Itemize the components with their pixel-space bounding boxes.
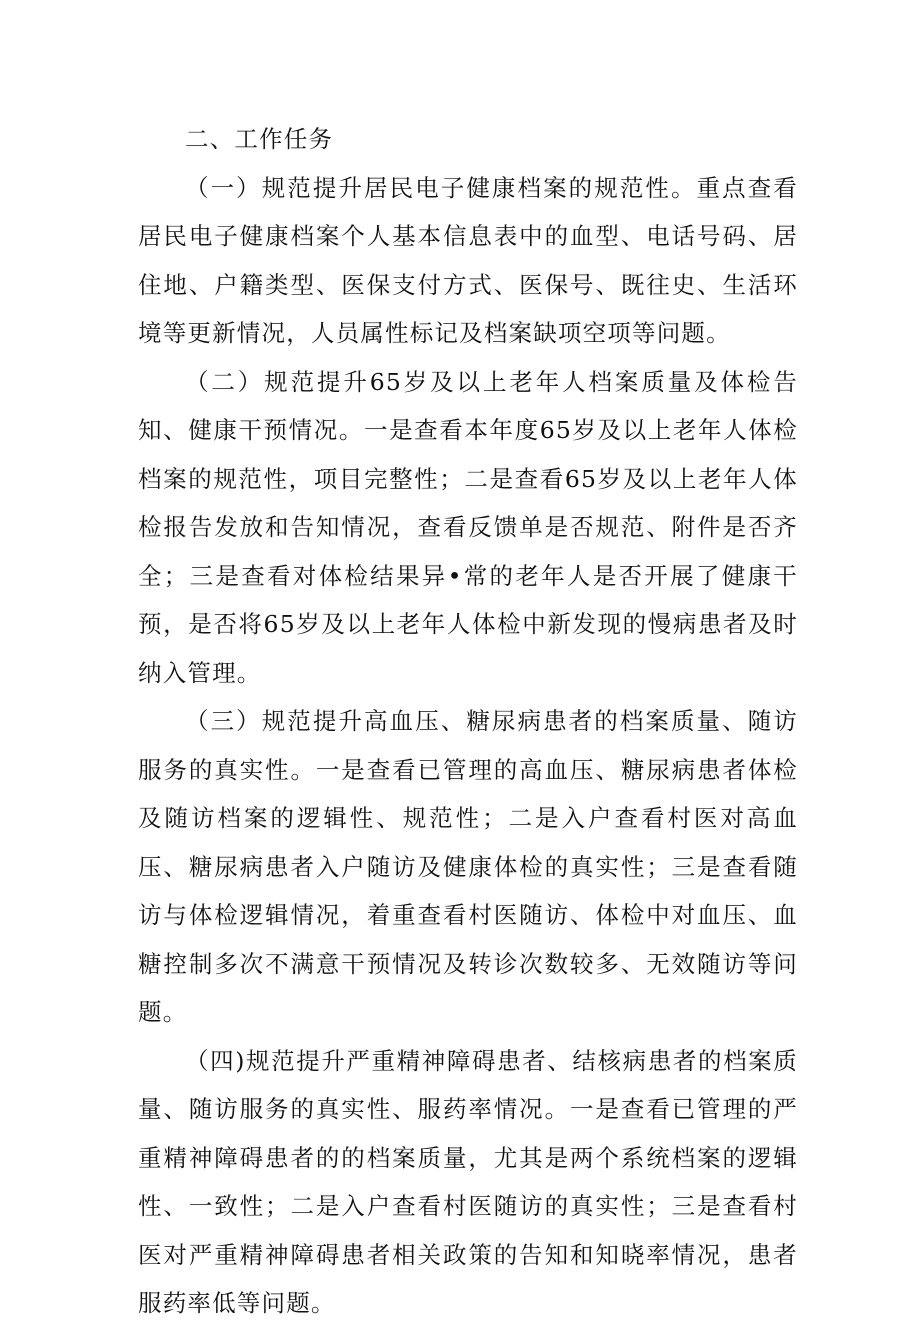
paragraph-4: （四)规范提升严重精神障碍患者、结核病患者的档案质量、随访服务的真实性、服药率情况。一是查看已管理的严重精神障碍患者的的档案质量，尤其是两个系统档案的逻辑性、一致性；二是入户查看村医随访的真实性；三是查看村医对严重精神障碍患者相关政策的告知和知晓率情况，患者服药率低等问题。 xyxy=(138,1046,798,1317)
paragraph-3: （三）规范提升高血压、糖尿病患者的档案质量、随访服务的真实性。一是查看已管理的高血压、糖尿病患者体检及随访档案的逻辑性、规范性；二是入户查看村医对高血压、糖尿病患者入户随访及健康体检的真实性；三是查看随访与体检逻辑情况，着重查看村医随访、体检中对血压、血糖控制多次不满意干预情况及转诊次数较多、无效随访等问题。 xyxy=(138,707,798,1026)
document-body xyxy=(138,115,798,1328)
paragraph-1: （一）规范提升居民电子健康档案的规范性。重点查看居民电子健康档案个人基本信息表中的血型、电话号码、居住地、户籍类型、医保支付方式、医保号、既往史、生活环境等更新情况，人员属性标记及档案缺项空项等问题。 xyxy=(138,173,798,347)
paragraph-2: （二）规范提升65岁及以上老年人档案质量及体检告知、健康干预情况。一是查看本年度65岁及以上老年人体检档案的规范性，项目完整性；二是查看65岁及以上老年人体检报告发放和告知情况，查看反馈单是否规范、附件是否齐全；三是查看对体检结果异•常的老年人是否开展了健康干预，是否将65岁及以上老年人体检中新发现的慢病患者及时纳入管理。 xyxy=(138,367,798,687)
section-heading: 二、工作任务 xyxy=(185,125,334,153)
